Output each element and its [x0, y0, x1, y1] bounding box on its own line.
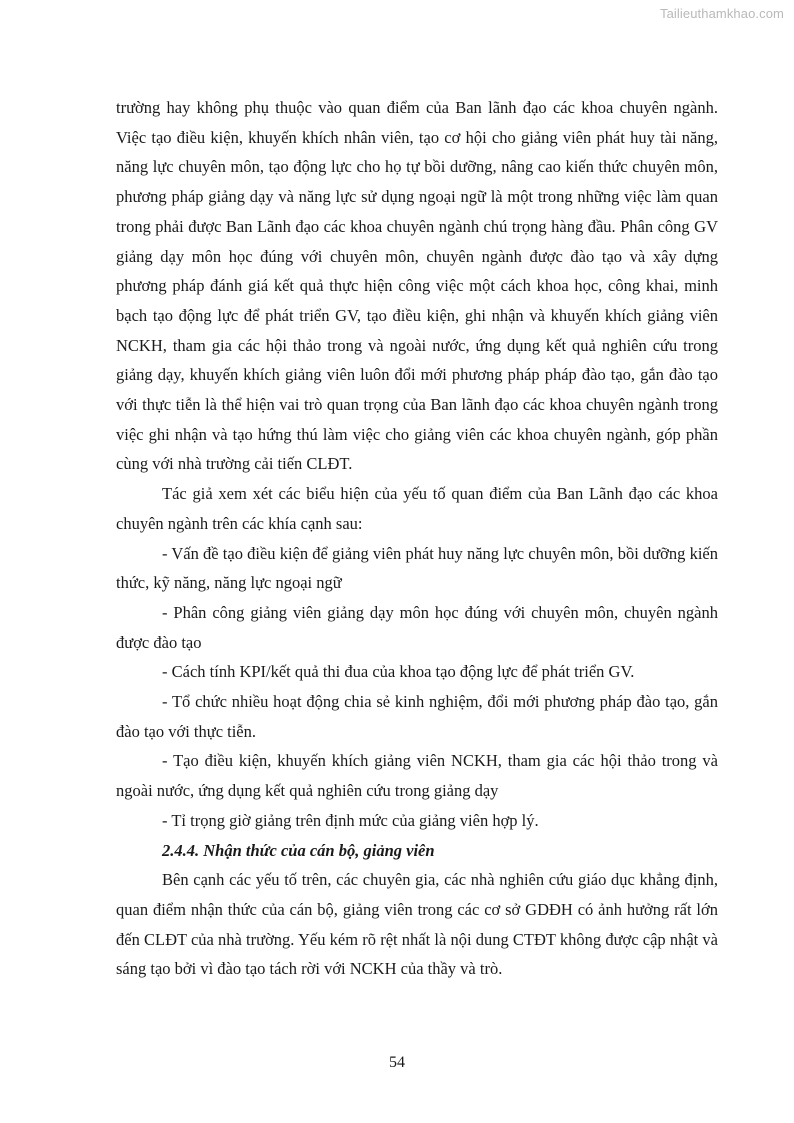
page-number: 54 [389, 1054, 405, 1071]
document-body [116, 93, 718, 984]
section-heading: 2.4.4. Nhận thức của cán bộ, giảng viên [162, 840, 435, 860]
bullet-item: - Vấn đề tạo điều kiện để giảng viên phát huy năng lực chuyên môn, bồi dưỡng kiến thức, kỹ năng, năng lực ngoại ngữ [116, 543, 718, 593]
body-paragraph-intro: Tác giả xem xét các biểu hiện của yếu tố quan điểm của Ban Lãnh đạo các khoa chuyên ngành trên các khía cạnh sau: [116, 484, 718, 533]
bullet-item: - Tổ chức nhiều hoạt động chia sẻ kinh nghiệm, đổi mới phương pháp đào tạo, gắn đào tạo với thực tiễn. [116, 692, 718, 741]
bullet-item: - Tạo điều kiện, khuyến khích giảng viên NCKH, tham gia các hội thảo trong và ngoài nước, ứng dụng kết quả nghiên cứu trong giảng dạy [116, 751, 718, 801]
bullet-item: - Tỉ trọng giờ giảng trên định mức của giảng viên hợp lý. [162, 810, 539, 830]
body-paragraph-continued: trường hay không phụ thuộc vào quan điểm của Ban lãnh đạo các khoa chuyên ngành. Việc tạo điều kiện, khuyến khích nhân viên, tạo cơ hội cho giảng viên phát huy tài năng, năng lực chuyên môn, tạo động lực cho họ tự bồi dưỡng, nâng cao kiến thức chuyên môn, phương pháp giảng dạy và năng lực sử dụng ngoại ngữ là một trong những việc làm quan trong phải được Ban Lãnh đạo các khoa chuyên ngành chú trọng hàng đầu. Phân công GV giảng dạy môn học đúng với chuyên môn, chuyên ngành được đào tạo và xây dựng phương pháp đánh giá kết quả thực hiện công việc một cách khoa học, công khai, minh bạch tạo động lực để phát triển GV, tạo điều kiện, ghi nhận và khuyến khích giảng viên NCKH, tham gia các hội thảo trong và ngoài nước, ứng dụng kết quả nghiên cứu trong giảng dạy, khuyến khích giảng viên luôn đổi mới phương pháp pháp đào tạo, gắn đào tạo với thực tiễn là thể hiện vai trò quan trọng của Ban lãnh đạo các khoa chuyên ngành trong việc ghi nhận và tạo hứng thú làm việc cho giảng viên các khoa chuyên ngành, góp phần cùng với nhà trường cải tiến CLĐT. [116, 98, 718, 474]
body-paragraph-closing: Bên cạnh các yếu tố trên, các chuyên gia, các nhà nghiên cứu giáo dục khẳng định, quan điểm nhận thức của cán bộ, giảng viên trong các cơ sở GDĐH có ảnh hưởng rất lớn đến CLĐT của nhà trường. Yếu kém rõ rệt nhất là nội dung CTĐT không được cập nhật và sáng tạo bởi vì đào tạo tách rời với NCKH của thầy và trò. [116, 870, 718, 979]
bullet-item: - Phân công giảng viên giảng dạy môn học đúng với chuyên môn, chuyên ngành được đào tạo [116, 602, 718, 652]
watermark-text: Tailieuthamkhao.com [659, 6, 784, 21]
bullet-item: - Cách tính KPI/kết quả thi đua của khoa tạo động lực để phát triển GV. [162, 662, 635, 682]
